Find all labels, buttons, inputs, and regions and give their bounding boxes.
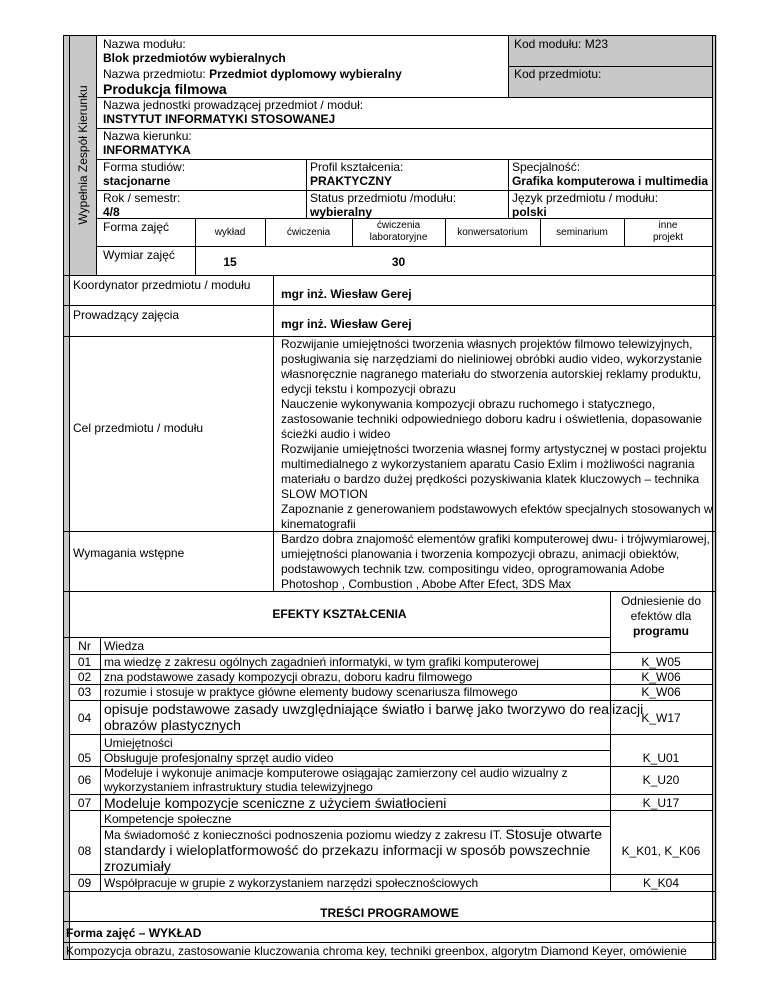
class-conversation: konwersatorium — [457, 227, 528, 238]
row-ref: K_W06 — [641, 670, 681, 684]
row-ref: K_U01 — [642, 751, 680, 765]
program-form: Forma zajęć – WYKŁAD — [66, 926, 202, 940]
goal-line: zastosowanie techniki odpowiedniego doboru kadru i oświetlenia, dopasowanie — [281, 412, 702, 426]
row-ref: K_W06 — [641, 685, 681, 699]
row-nr: 02 — [77, 670, 92, 684]
social-header: Kompetencje społeczne — [104, 812, 232, 826]
row-text-part: Ma świadomość z konieczności podnoszenia poziomu wiedzy z zakresu IT. — [104, 828, 503, 842]
row-text: obrazów plastycznych — [104, 717, 241, 733]
module-name-label: Nazwa modułu: — [103, 37, 186, 51]
subject-code-label: Kod przedmiotu: — [514, 67, 602, 81]
class-other-2: projekt — [652, 232, 683, 243]
profile-label: Profil kształcenia: — [310, 160, 404, 174]
row-text: Modeluje kompozycje sceniczne z użyciem światłocieni — [104, 795, 447, 811]
goal-line: własnoręcznie nagranego materiału do stworzenia autorskiej reklamy produktu, — [281, 367, 702, 381]
row-ref: K_K01, K_K06 — [621, 844, 701, 858]
req-line: Photoshop , Combustion , Abobe After Efect, 3DS Max — [281, 577, 572, 591]
goal-line: Rozwijanie umiejętności tworzenia własnych projektów filmowo telewizyjnych, — [281, 337, 693, 351]
hours-lab: 30 — [391, 255, 406, 269]
row-nr: 09 — [77, 876, 92, 890]
goal-line: edycji tekstu i kompozycji obrazu — [281, 382, 456, 396]
goal-line: Nauczenie wykonywania kompozycji obrazu ruchomego i statycznego, — [281, 397, 656, 411]
program-line: Kompozycja obrazu, zastosowanie kluczowania chroma key, techniki greenbox, algorytm Diamond Keyer, omówienie — [66, 944, 687, 958]
row-nr: 07 — [77, 796, 92, 810]
subject-label: Nazwa przedmiotu: — [103, 67, 206, 81]
ref-header-1: Odniesienie do — [620, 594, 702, 608]
class-lab-1: ćwiczenia — [376, 220, 421, 231]
row-text: Modeluje i wykonuje animacje komputerowe osiągając zamierzony cel audio wizualny z — [104, 766, 568, 780]
classes-label: Forma zajęć — [103, 220, 170, 234]
row-nr: 06 — [77, 773, 92, 787]
row-ref: K_W17 — [641, 711, 681, 725]
row-ref: K_K04 — [642, 876, 680, 890]
year-label: Rok / semestr: — [103, 191, 181, 205]
row-text: Obsługuje profesjonalny sprzęt audio video — [104, 751, 334, 765]
field: INFORMATYKA — [103, 143, 191, 157]
row-text: standardy i wieloplatformowość do przekazu informacji w sposób powszechnie — [104, 842, 591, 858]
row-ref: K_W05 — [641, 655, 681, 669]
row-nr: 08 — [77, 844, 92, 858]
language: polski — [512, 205, 547, 219]
row-text: Współpracuje w grupie z wykorzystaniem narzędzi społecznościowych — [104, 876, 479, 890]
hours-lecture: 15 — [223, 255, 237, 269]
row-text: zna podstawowe zasady kompozycji obrazu, doboru kadru filmowego — [104, 670, 473, 684]
subject-name: Przedmiot dyplomowy wybieralny — [209, 67, 402, 81]
class-lab-2: laboratoryjne — [369, 232, 428, 243]
subject-row — [103, 67, 402, 81]
coordinator: mgr inż. Wiesław Gerej — [281, 287, 412, 301]
class-exercises: ćwiczenia — [286, 227, 331, 238]
row-nr: 05 — [77, 751, 92, 765]
study-form: stacjonarne — [103, 174, 171, 188]
status: wybieralny — [310, 205, 373, 219]
row-text — [104, 826, 602, 842]
row-nr: 03 — [77, 685, 92, 699]
teacher-label: Prowadzący zajęcia — [73, 308, 180, 322]
row-nr: 01 — [77, 655, 92, 669]
row-text: opisuje podstawowe zasady uwzględniające światło i barwę jako tworzywo do realizacji — [104, 701, 644, 717]
specialty-label: Specjalność: — [512, 160, 581, 174]
subject-sub: Produkcja filmowa — [103, 81, 227, 97]
module-name: Blok przedmiotów wybieralnych — [103, 51, 286, 65]
row-ref: K_U17 — [642, 796, 680, 810]
field-label: Nazwa kierunku: — [103, 129, 192, 143]
goal-line: kinematografii — [281, 517, 356, 531]
program-title: TREŚCI PROGRAMOWE — [320, 906, 459, 920]
row-text: ma wiedzę z zakresu ogólnych zagadnień informatyki, w tym grafiki komputerowej — [104, 655, 539, 669]
specialty: Grafika komputerowa i multimedia — [512, 174, 709, 188]
goal-line: materiału o bardzo dużej prędkości pozyskiwania klatek kluczowych – technika — [281, 472, 700, 486]
status-label: Status przedmiotu /modułu: — [310, 191, 457, 205]
goal-line: Rozwijanie umiejętności tworzenia własnej formy artystycznej w postaci projektu — [281, 442, 707, 456]
language-label: Język przedmiotu / modułu: — [512, 191, 659, 205]
study-form-label: Forma studiów: — [103, 160, 186, 174]
req-label: Wymagania wstępne — [73, 546, 185, 560]
row-text: zrozumiały — [104, 858, 171, 874]
goal-line: SLOW MOTION — [281, 487, 368, 501]
row-nr: 04 — [77, 711, 92, 725]
goal-line: Zapoznanie z generowaniem podstawowych efektów specjalnych stosowanych w — [281, 502, 713, 516]
module-code: Kod modułu: M23 — [514, 37, 609, 51]
row-text: rozumie i stosuje w praktyce główne elementy budowy scenariusza filmowego — [104, 685, 518, 699]
goal-line: ścieżki audio i wideo — [281, 427, 391, 441]
class-lecture: wykład — [214, 227, 246, 238]
goal-label: Cel przedmiotu / modułu — [73, 421, 204, 435]
skills-header: Umiejętności — [104, 736, 173, 750]
unit-label: Nazwa jednostki prowadzącej przedmiot / moduł: — [103, 98, 364, 112]
unit: INSTYTUT INFORMATYKI STOSOWANEJ — [103, 112, 336, 126]
row-text: wykorzystaniem infrastruktury studia telewizyjnego — [104, 780, 373, 794]
ref-header-3: programu — [632, 624, 689, 638]
hours-label: Wymiar zajęć — [103, 248, 175, 262]
goal-line: posługiwania się narzędziami do nieliniowej obróbki audio video, wykorzystanie — [281, 352, 702, 366]
nr-header: Nr — [78, 639, 91, 653]
profile: PRAKTYCZNY — [310, 174, 393, 188]
row-ref: K_U20 — [642, 773, 680, 787]
goal-line: multimedialnego z wykorzystaniem aparatu Casio Exlim i możliwości nagrania — [281, 457, 695, 471]
req-line: Bardzo dobra znajomość elementów grafiki komputerowej dwu- i trójwymiarowej, — [281, 532, 710, 546]
ref-header-2: efektów dla — [630, 609, 692, 623]
req-line: umiejętności planowania i tworzenia kompozycji obrazu, animacji obiektów, — [281, 547, 680, 561]
row-text-part: Stosuje otwarte — [505, 826, 603, 842]
effects-title: EFEKTY KSZTAŁCENIA — [272, 607, 407, 621]
class-other-1: inne — [658, 220, 678, 231]
req-line: podstawowych technik tzw. compositingu video, oprogramowania Adobe — [281, 562, 665, 576]
knowledge-header: Wiedza — [104, 639, 145, 653]
teacher: mgr inż. Wiesław Gerej — [281, 317, 412, 331]
class-seminar: seminarium — [556, 227, 608, 238]
side-label: Wypełnia Zespół Kierunku — [76, 85, 90, 225]
coordinator-label: Koordynator przedmiotu / modułu — [73, 278, 251, 292]
year: 4/8 — [103, 205, 120, 219]
